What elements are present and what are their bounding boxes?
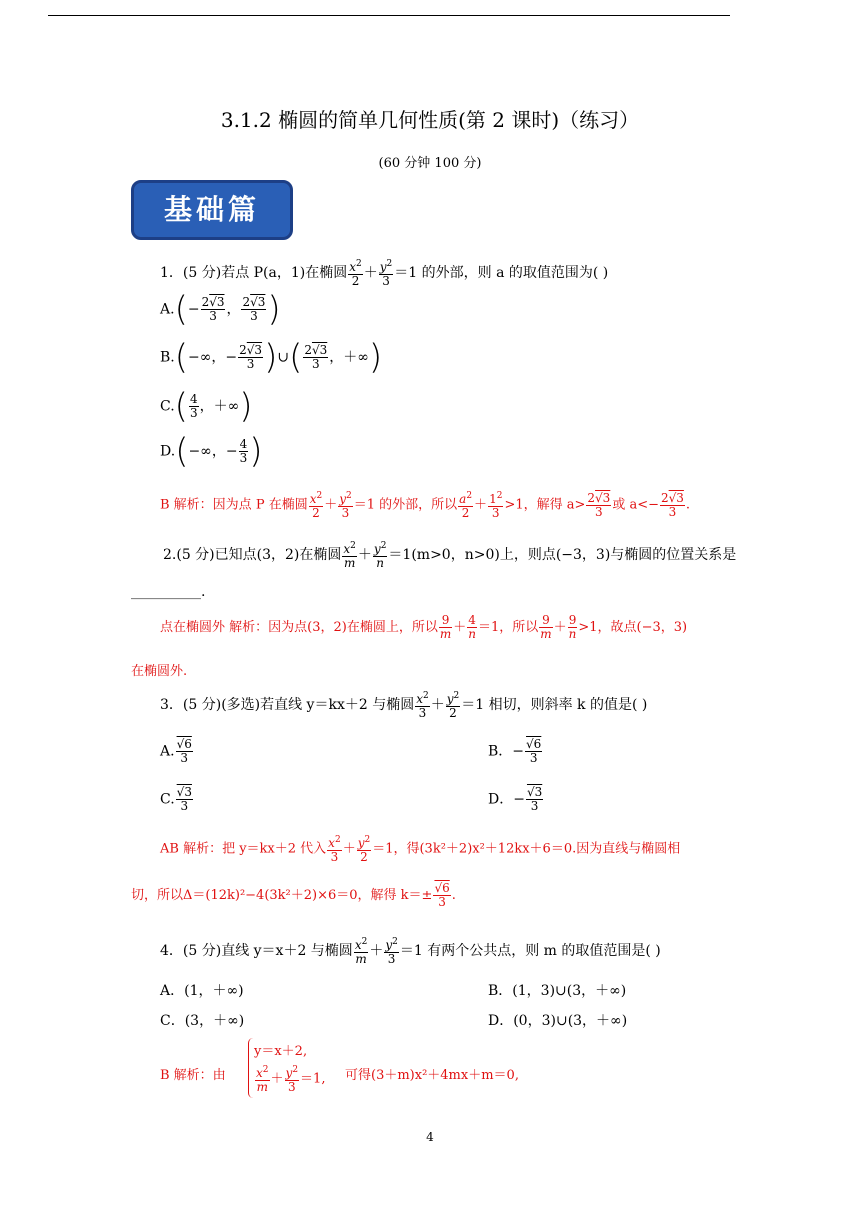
- header-rule: [48, 15, 730, 16]
- question-1-answer: B 解析：因为点 P 在椭圆 $\frac{x^2}{2}$ ＋ $\frac{y^2}{3}$ ＝1 的外部，所以 $\frac{a^2}{2}$ ＋ $\frac{1^2}{3}$ >1，解得 a> $\frac{2√3}{3}$ 或 a<− $\frac{2√3}{3}$ .: [160, 490, 691, 520]
- question-2-blank: __________.: [131, 584, 206, 600]
- question-4-option-a: A．(1，＋∞): [160, 983, 244, 999]
- system-brace: [248, 1038, 253, 1098]
- question-3-answer-cont: 切，所以Δ＝(12k)²−4(3k²＋2)×6＝0，解得 k＝± $\frac{√6}{3}$ .: [131, 881, 456, 909]
- fraction: $\frac{x^2}{2}$: [349, 259, 362, 288]
- system-equation-1: y＝x＋2,: [254, 1044, 308, 1059]
- question-4-option-c: C．(3，＋∞): [160, 1013, 245, 1029]
- question-3-option-c: C. $\frac{√3}{3}$: [160, 785, 192, 813]
- question-3-option-d: D．− $\frac{√3}{3}$: [488, 785, 543, 813]
- question-2-answer-cont: 在椭圆外.: [131, 664, 188, 679]
- question-4-option-d: D．(0，3)∪(3，＋∞): [488, 1013, 628, 1029]
- page-title: 3.1.2 椭圆的简单几何性质(第 2 课时)（练习）: [220, 108, 640, 132]
- question-2-answer: 点在椭圆外 解析：因为点(3，2)在椭圆上，所以 $\frac{9}{m}$ ＋ $\frac{4}{n}$ ＝1，所以 $\frac{9}{m}$ ＋ $\frac{9}{n}$ >1，故点(−3，3): [160, 613, 688, 641]
- section-badge: 基础篇: [131, 180, 293, 240]
- question-1-option-c: C.( $\frac{4}{3}$ ，＋∞): [160, 386, 253, 427]
- page-number: 4: [426, 1130, 434, 1144]
- question-3-option-a: A. $\frac{√6}{3}$: [160, 737, 192, 765]
- question-4-answer-label: B 解析：由: [160, 1068, 226, 1083]
- system-equation-2: $\frac{x^2}{m}$ ＋ $\frac{y^2}{3}$ ＝1,: [256, 1065, 326, 1094]
- question-1-stem: 1．(5 分)若点 P(a，1)在椭圆 $\frac{x^2}{2}$ ＋ $\frac{y^2}{3}$ ＝1 的外部，则 a 的取值范围为( ): [160, 259, 609, 288]
- question-4-answer-result: 可得(3＋m)x²＋4mx＋m＝0,: [345, 1068, 519, 1083]
- page-subtitle: (60 分钟 100 分): [378, 156, 482, 171]
- question-3-option-b: B．− $\frac{√6}{3}$: [488, 737, 542, 765]
- question-2-stem: 2.(5 分)已知点(3，2)在椭圆 $\frac{x^2}{m}$ ＋ $\frac{y^2}{n}$ ＝1(m>0，n>0)上，则点(−3，3)与椭圆的位置关系是: [163, 541, 737, 570]
- question-3-stem: 3．(5 分)(多选)若直线 y＝kx＋2 与椭圆 $\frac{x^2}{3}$ ＋ $\frac{y^2}{2}$ ＝1 相切，则斜率 k 的值是( ): [160, 691, 648, 720]
- question-1-option-a: A.(− $\frac{2√3}{3}$ ， $\frac{2√3}{3}$ ): [160, 289, 281, 330]
- question-1-option-d: D.(−∞，− $\frac{4}{3}$ ): [160, 431, 263, 472]
- question-3-answer: AB 解析：把 y＝kx＋2 代入 $\frac{x^2}{3}$ ＋ $\frac{y^2}{2}$ ＝1，得(3k²＋2)x²＋12kx＋6＝0.因为直线与椭圆相: [160, 835, 681, 864]
- question-4-stem: 4．(5 分)直线 y＝x＋2 与椭圆 $\frac{x^2}{m}$ ＋ $\frac{y^2}{3}$ ＝1 有两个公共点，则 m 的取值范围是( ): [160, 937, 661, 966]
- question-4-option-b: B．(1，3)∪(3，＋∞): [488, 983, 627, 999]
- question-1-option-b: B.(−∞，− $\frac{2√3}{3}$ )∪( $\frac{2√3}{3}$ ，＋∞): [160, 337, 383, 378]
- fraction: $\frac{y^2}{3}$: [379, 259, 393, 288]
